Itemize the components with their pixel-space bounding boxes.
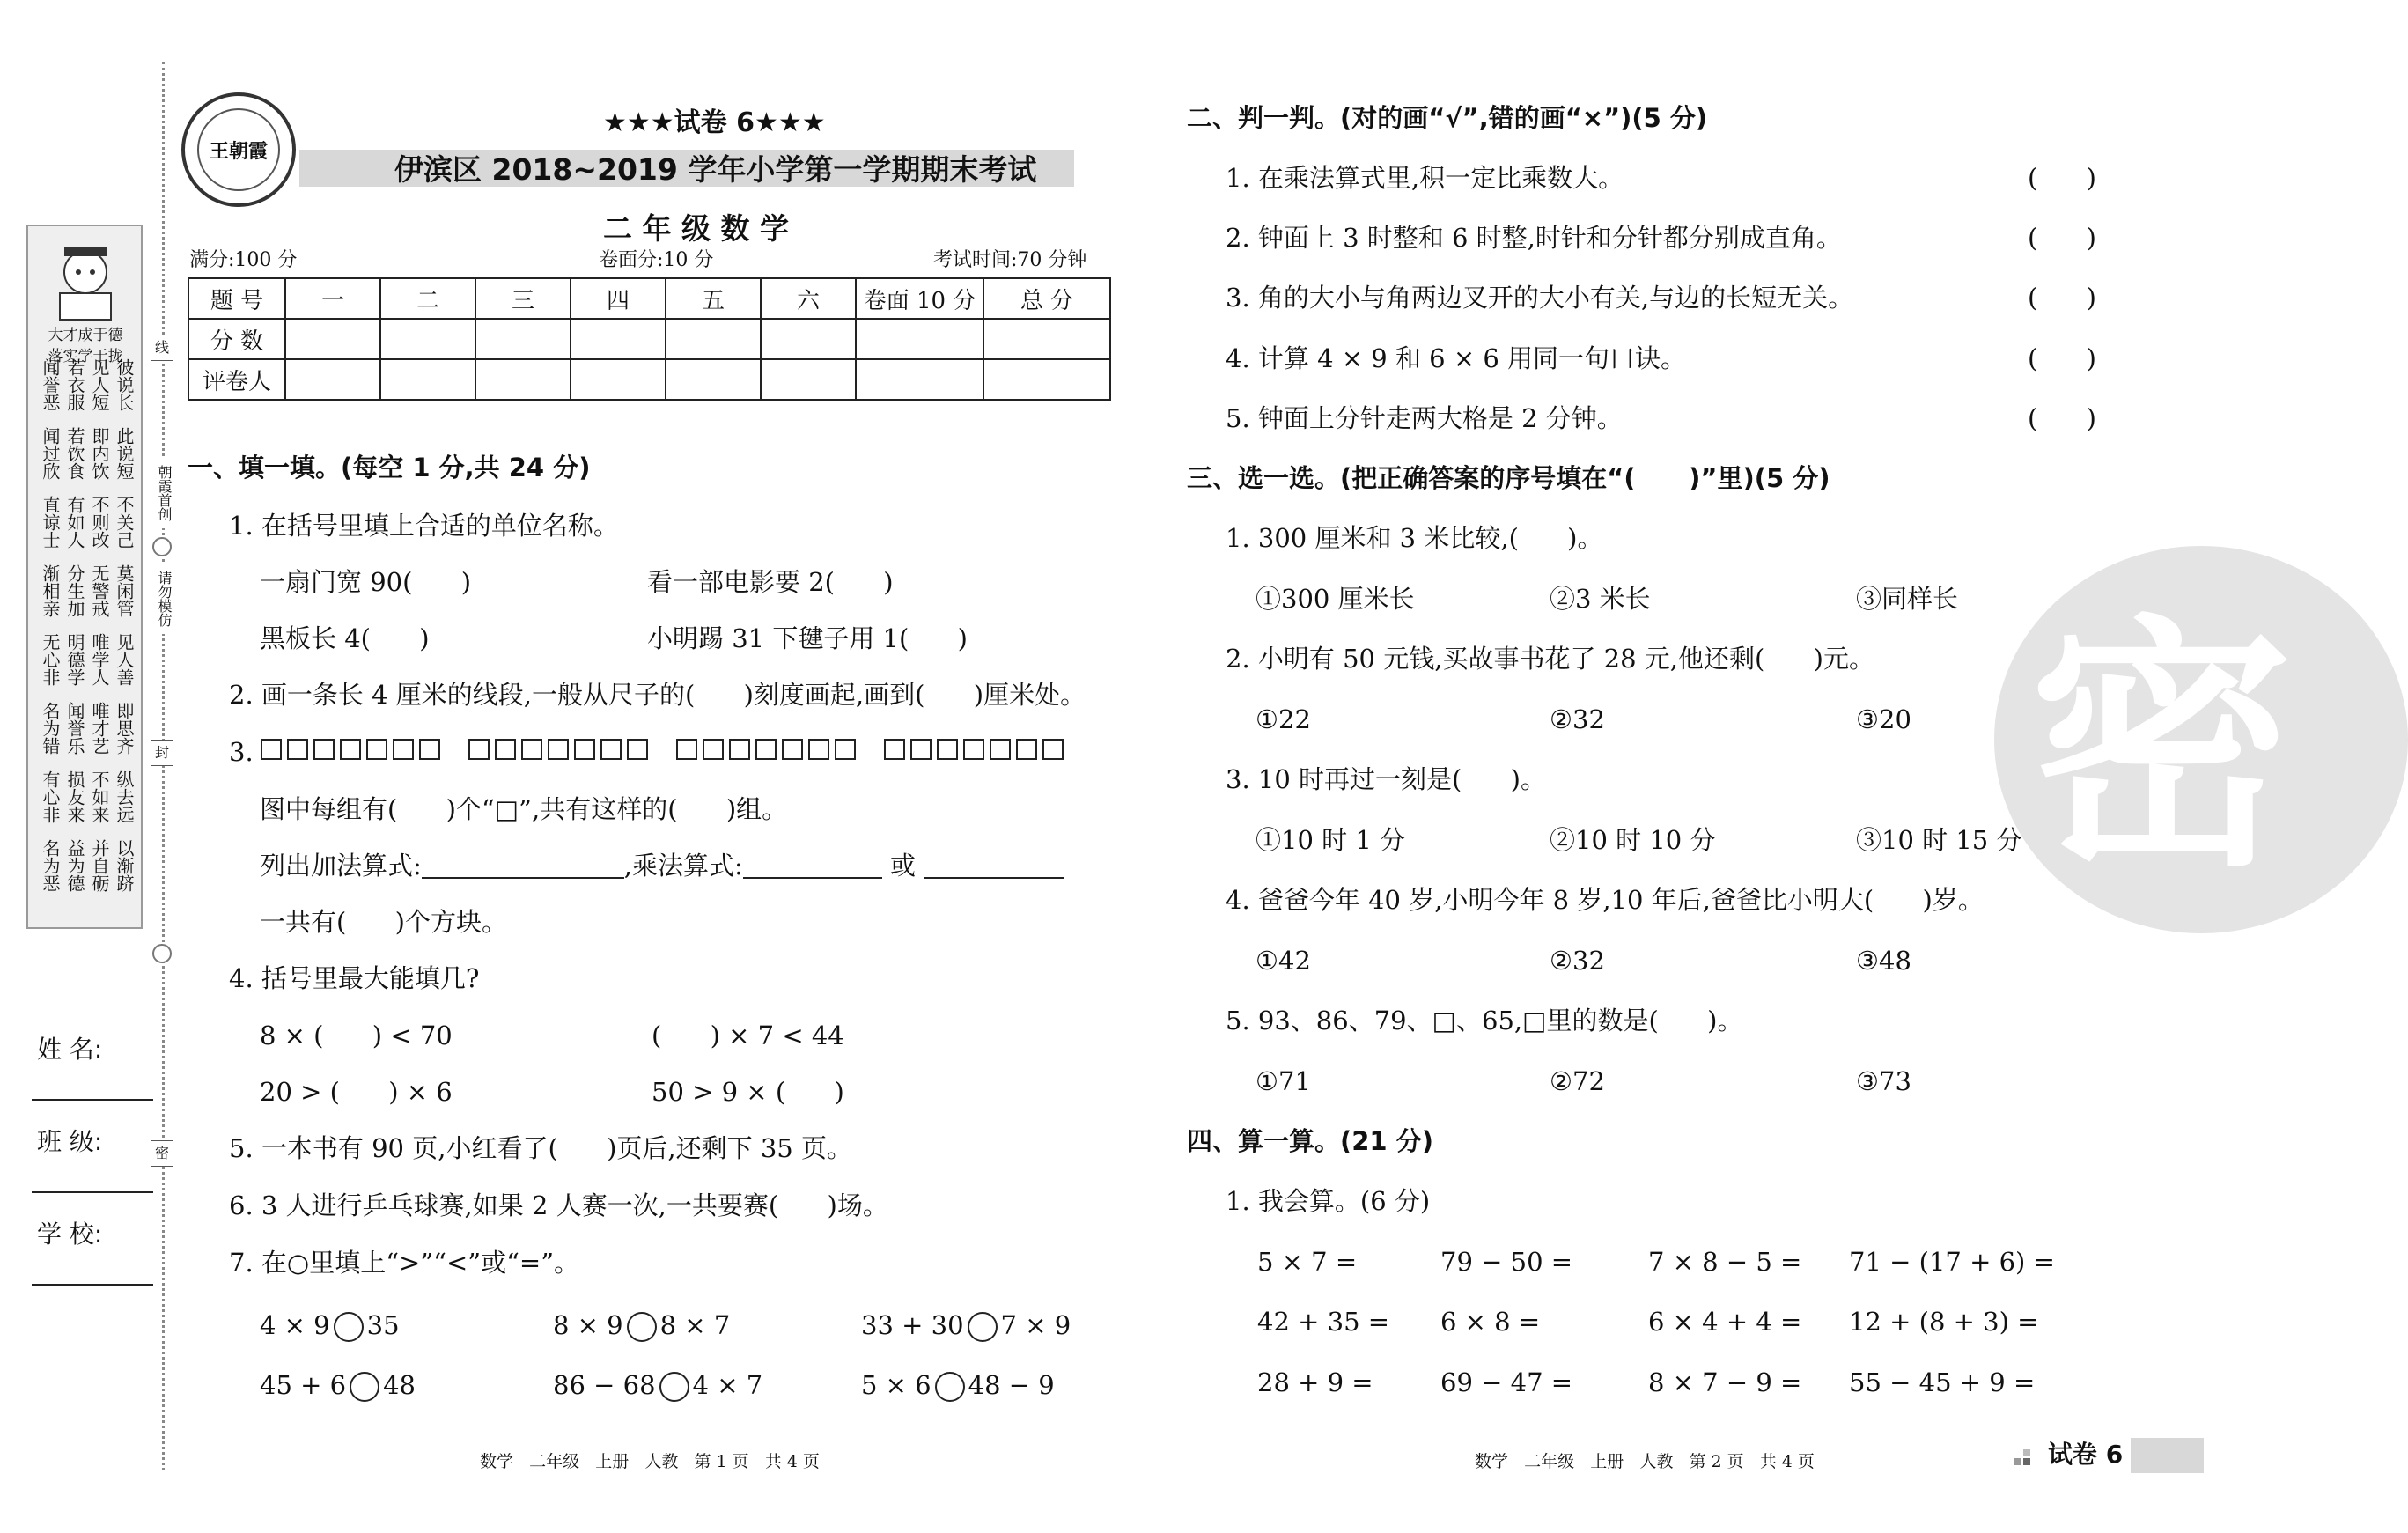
- verse: 以渐跻: [114, 839, 135, 892]
- calc-item[interactable]: 28 + 9 =: [1257, 1367, 1373, 1397]
- fold-label-nocopy: 请勿模仿: [151, 564, 173, 634]
- badge-bar: [2131, 1438, 2204, 1473]
- q1-4b: ( ) × 7 < 44: [652, 1021, 844, 1050]
- choice-question: 3. 10 时再过一刻是( )。: [1226, 764, 1546, 794]
- verse: 若饮食: [64, 427, 85, 480]
- multiplication-answer-line-2[interactable]: [924, 858, 1064, 879]
- verse: 并自砺: [89, 839, 110, 892]
- verse: 若衣服: [64, 358, 85, 411]
- compare-circle[interactable]: [350, 1372, 379, 1402]
- full-score: 满分:100 分: [189, 249, 298, 271]
- section-4-heading: 四、算一算。(21 分): [1187, 1126, 1433, 1156]
- calc-item[interactable]: 6 × 4 + 4 =: [1648, 1307, 1802, 1337]
- verse: 唯学人: [89, 633, 110, 686]
- compare-item: 86 − 68 4 × 7: [553, 1370, 763, 1400]
- verse: 闻誉恶: [40, 358, 61, 411]
- footer-left: 数学 二年级 上册 人教 第 1 页 共 4 页: [480, 1452, 820, 1471]
- dots-icon: [2014, 1446, 2036, 1467]
- q1-6: 6. 3 人进行乒乓球赛,如果 2 人赛一次,一共要赛( )场。: [229, 1190, 888, 1220]
- q1-2: 2. 画一条长 4 厘米的线段,一般从尺子的( )刻度画起,画到( )厘米处。: [229, 680, 1086, 710]
- choice-option[interactable]: ③10 时 15 分: [1856, 825, 2022, 855]
- score-cell[interactable]: [983, 319, 1110, 359]
- verse: 不则改: [89, 496, 110, 549]
- table-row: [188, 319, 1110, 359]
- grader-cell[interactable]: [380, 359, 475, 400]
- margin-strip: [26, 225, 143, 929]
- verse: 即内饮: [89, 427, 110, 480]
- calc-item[interactable]: 55 − 45 + 9 =: [1849, 1367, 2036, 1397]
- judge-item: 5. 钟面上分针走两大格是 2 分钟。: [1226, 403, 1623, 433]
- fold-mark-feng: 封: [151, 740, 173, 766]
- choice-option[interactable]: ①300 厘米长: [1256, 584, 1415, 614]
- fold-label-original: 朝霞首创: [151, 458, 173, 528]
- grader-cell[interactable]: [983, 359, 1110, 400]
- judge-answer[interactable]: ( ): [2028, 343, 2096, 373]
- q1-1: 1. 在括号里填上合适的单位名称。: [229, 511, 619, 541]
- verse: 分生加: [64, 564, 85, 617]
- judge-answer[interactable]: ( ): [2028, 223, 2096, 253]
- table-cell: 题 号: [188, 278, 285, 319]
- compare-item: 8 × 9 8 × 7: [553, 1310, 731, 1340]
- q1-1d: 小明踢 31 下毽子用 1( ): [647, 623, 968, 653]
- verse: 纵去远: [114, 770, 135, 823]
- verse: 见人短: [89, 358, 110, 411]
- square-group: [676, 739, 861, 760]
- choice-question: 4. 爸爸今年 40 岁,小明今年 8 岁,10 年后,爸爸比小明大( )岁。: [1226, 885, 1984, 915]
- choice-option[interactable]: ①71: [1256, 1066, 1311, 1096]
- square-group: [884, 739, 1069, 760]
- choice-option[interactable]: ③同样长: [1856, 584, 1959, 614]
- score-table: [188, 277, 1111, 401]
- table-cell: 卷面 10 分: [856, 278, 983, 319]
- confidential-seal: [1994, 546, 2294, 942]
- score-cell[interactable]: [761, 319, 856, 359]
- judge-answer[interactable]: ( ): [2028, 163, 2096, 193]
- exam-time: 考试时间:70 分钟: [933, 249, 1087, 271]
- choice-question: 2. 小明有 50 元钱,买故事书花了 28 元,他还剩( )元。: [1226, 644, 1874, 674]
- judge-item: 4. 计算 4 × 9 和 6 × 6 用同一句口诀。: [1226, 343, 1687, 373]
- table-cell: 一: [285, 278, 380, 319]
- table-cell: 评卷人: [188, 359, 285, 400]
- table-row: [188, 359, 1110, 400]
- fold-mark-xian: 线: [151, 335, 173, 361]
- compare-circle[interactable]: [968, 1312, 998, 1342]
- square-groups: [261, 739, 1069, 760]
- choice-question: 1. 300 厘米和 3 米比较,( )。: [1226, 523, 1603, 553]
- verse: 直谅士: [40, 496, 61, 549]
- class-label: 班 级:: [37, 1127, 103, 1156]
- table-cell: 分 数: [188, 319, 285, 359]
- choice-option[interactable]: ③73: [1856, 1066, 1911, 1096]
- logo-text: 王朝霞: [209, 141, 268, 163]
- compare-item: 5 × 6 48 − 9: [861, 1370, 1055, 1400]
- grader-cell[interactable]: [475, 359, 571, 400]
- q1-3-number: 3.: [229, 737, 254, 767]
- verse: 有如人: [64, 496, 85, 549]
- choice-option[interactable]: ③48: [1856, 946, 1911, 976]
- compare-circle[interactable]: [627, 1312, 657, 1342]
- compare-circle[interactable]: [659, 1372, 689, 1402]
- table-cell: 四: [571, 278, 666, 319]
- grader-cell[interactable]: [285, 359, 380, 400]
- school-label: 学 校:: [37, 1220, 103, 1249]
- score-cell[interactable]: [380, 319, 475, 359]
- judge-item: 3. 角的大小与角两边叉开的大小有关,与边的长短无关。: [1226, 283, 1854, 313]
- paper-badge: ★★★试卷 6★★★: [603, 107, 826, 138]
- school-field[interactable]: [32, 1284, 153, 1286]
- multiplication-answer-line[interactable]: [743, 858, 882, 879]
- compare-circle[interactable]: [334, 1312, 364, 1342]
- section-2-heading: 二、判一判。(对的画“√”,错的画“×”)(5 分): [1187, 103, 1708, 133]
- fold-ring-icon: [152, 537, 172, 556]
- q1-3c: 一共有( )个方块。: [260, 907, 507, 937]
- seal-char: 密: [2029, 594, 2294, 902]
- calc-item[interactable]: 42 + 35 =: [1257, 1307, 1390, 1337]
- q1-3a: 图中每组有( )个“□”,共有这样的( )组。: [260, 794, 788, 824]
- paper-score: 卷面分:10 分: [599, 249, 714, 271]
- q1-1a: 一扇门宽 90( ): [260, 567, 472, 597]
- choice-option[interactable]: ②3 米长: [1550, 584, 1651, 614]
- subject-title: 二 年 级 数 学: [603, 211, 789, 246]
- score-cell[interactable]: [285, 319, 380, 359]
- choice-option[interactable]: ①22: [1256, 704, 1311, 734]
- name-field[interactable]: [32, 1099, 153, 1101]
- choice-option[interactable]: ①42: [1256, 946, 1311, 976]
- scholar-icon: [33, 235, 137, 323]
- choice-option[interactable]: ②10 时 10 分: [1550, 825, 1716, 855]
- margin-verses: [35, 358, 137, 908]
- table-row: [188, 278, 1110, 319]
- verse: 闻誉乐: [64, 702, 85, 755]
- grader-cell[interactable]: [856, 359, 983, 400]
- grader-cell[interactable]: [761, 359, 856, 400]
- compare-item: 45 + 6 48: [260, 1370, 416, 1400]
- calc-item[interactable]: 69 − 47 =: [1440, 1367, 1573, 1397]
- brand-logo: [181, 92, 296, 207]
- q1-3b: 列出加法算式: ,乘法算式: 或: [260, 853, 1064, 879]
- compare-item: 4 × 9 35: [260, 1310, 400, 1340]
- fold-ring-icon: [152, 944, 172, 963]
- compare-item: 33 + 30 7 × 9: [861, 1310, 1071, 1340]
- verse: 渐相亲: [40, 564, 61, 617]
- table-cell: 二: [380, 278, 475, 319]
- square-group: [468, 739, 653, 760]
- q1-4d: 50 > 9 × ( ): [652, 1077, 844, 1107]
- addition-answer-line[interactable]: [422, 858, 624, 879]
- table-cell: 三: [475, 278, 571, 319]
- verse: 不如来: [89, 770, 110, 823]
- footer-right: 数学 二年级 上册 人教 第 2 页 共 4 页: [1475, 1452, 1815, 1471]
- fold-mark-mi: 密: [151, 1140, 173, 1167]
- verse: 名为错: [40, 702, 61, 755]
- q1-4: 4. 括号里最大能填几?: [229, 963, 480, 993]
- verse: 唯才艺: [89, 702, 110, 755]
- verse: 无警戒: [89, 564, 110, 617]
- name-label: 姓 名:: [37, 1035, 103, 1064]
- score-cell[interactable]: [571, 319, 666, 359]
- motto-line-2: 落实学于拢: [48, 348, 123, 365]
- table-cell: 总 分: [983, 278, 1110, 319]
- q1-1b: 看一部电影要 2( ): [647, 567, 894, 597]
- choice-option[interactable]: ②32: [1550, 946, 1605, 976]
- q1-5: 5. 一本书有 90 页,小红看了( )页后,还剩下 35 页。: [229, 1133, 852, 1163]
- calc-item[interactable]: 8 × 7 − 9 =: [1648, 1367, 1802, 1397]
- choice-option[interactable]: ①10 时 1 分: [1256, 825, 1406, 855]
- verse: 不关己: [114, 496, 135, 549]
- calc-item[interactable]: 12 + (8 + 3) =: [1849, 1307, 2039, 1337]
- grader-cell[interactable]: [571, 359, 666, 400]
- calc-item[interactable]: 79 − 50 =: [1440, 1247, 1573, 1277]
- judge-answer[interactable]: ( ): [2028, 403, 2096, 433]
- verse: 莫闲管: [114, 564, 135, 617]
- table-cell: 六: [761, 278, 856, 319]
- q1-7: 7. 在○里填上“>”“<”或“=”。: [229, 1248, 580, 1278]
- choice-option[interactable]: ②72: [1550, 1066, 1605, 1096]
- section-3-heading: 三、选一选。(把正确答案的序号填在“( )”里)(5 分): [1187, 463, 1830, 493]
- q1-4a: 8 × ( ) < 70: [260, 1021, 453, 1050]
- judge-item: 1. 在乘法算式里,积一定比乘数大。: [1226, 163, 1624, 193]
- table-cell: 五: [666, 278, 761, 319]
- verse: 无心非: [40, 633, 61, 686]
- calc-item[interactable]: 71 − (17 + 6) =: [1849, 1247, 2055, 1277]
- motto-line-1: 大才成于德: [48, 327, 123, 344]
- calc-item[interactable]: 6 × 8 =: [1440, 1307, 1541, 1337]
- verse: 闻过欣: [40, 427, 61, 480]
- verse: 益为德: [64, 839, 85, 892]
- choice-option[interactable]: ②32: [1550, 704, 1605, 734]
- square-group: [261, 739, 446, 760]
- verse: 此说短: [114, 427, 135, 480]
- exam-title: 伊滨区 2018~2019 学年小学第一学期期末考试: [394, 152, 1037, 187]
- choice-option[interactable]: ③20: [1856, 704, 1911, 734]
- score-cell[interactable]: [856, 319, 983, 359]
- verse: 即思齐: [114, 702, 135, 755]
- verse: 有心非: [40, 770, 61, 823]
- verse: 名为恶: [40, 839, 61, 892]
- verse: 见人善: [114, 633, 135, 686]
- footer-badge: 试卷 6: [2048, 1440, 2124, 1469]
- calc-item[interactable]: 5 × 7 =: [1257, 1247, 1358, 1277]
- verse: 损友来: [64, 770, 85, 823]
- grader-cell[interactable]: [666, 359, 761, 400]
- score-cell[interactable]: [475, 319, 571, 359]
- calc-subheading: 1. 我会算。(6 分): [1226, 1186, 1431, 1216]
- score-cell[interactable]: [666, 319, 761, 359]
- section-1-heading: 一、填一填。(每空 1 分,共 24 分): [188, 453, 591, 483]
- q1-1c: 黑板长 4( ): [260, 623, 430, 653]
- compare-circle[interactable]: [935, 1372, 965, 1402]
- calc-item[interactable]: 7 × 8 − 5 =: [1648, 1247, 1802, 1277]
- class-field[interactable]: [32, 1191, 153, 1193]
- judge-answer[interactable]: ( ): [2028, 283, 2096, 313]
- verse: 明德学: [64, 633, 85, 686]
- verse: 彼说长: [114, 358, 135, 411]
- choice-question: 5. 93、86、79、□、65,□里的数是( )。: [1226, 1006, 1743, 1036]
- fold-line: [162, 62, 165, 1470]
- judge-item: 2. 钟面上 3 时整和 6 时整,时针和分针都分别成直角。: [1226, 223, 1842, 253]
- q1-4c: 20 > ( ) × 6: [260, 1077, 453, 1107]
